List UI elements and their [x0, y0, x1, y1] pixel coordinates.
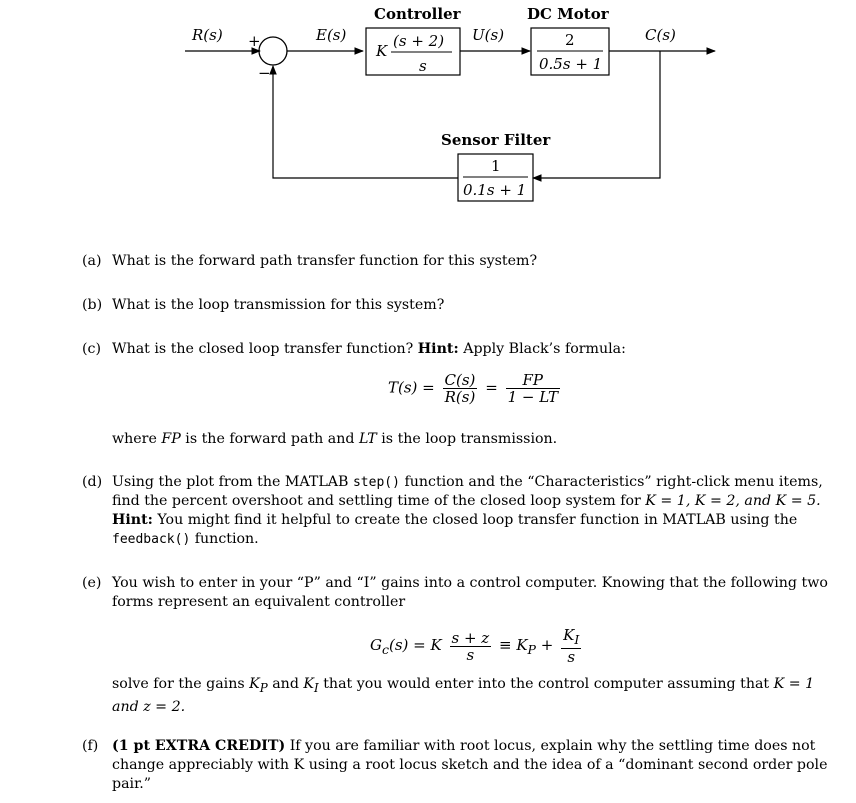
question-d-text-3: You might find it helpful to create the closed loop transfer function in MATLAB using the	[157, 512, 798, 528]
summing-junction	[259, 37, 287, 65]
question-a-text: What is the forward path transfer function for this system?	[112, 253, 538, 269]
eq-e-sub: c	[381, 642, 389, 657]
ki-symbol: K	[303, 676, 315, 692]
eq-c-den2: 1 − LT	[507, 388, 558, 406]
question-d	[82, 473, 828, 549]
question-b-text: What is the loop transmission for this system?	[112, 297, 445, 313]
eq-e-lhs: G	[370, 636, 382, 654]
controller-gain: K	[376, 42, 388, 60]
eq-e-num2: K	[563, 626, 575, 644]
eq-c-num2: FP	[506, 372, 560, 389]
controller-title: Controller	[374, 5, 461, 23]
question-d-text-2: function and the “Characteristics” right-click menu items, find the percent overshoot and settling time of the closed loop system for	[112, 474, 823, 509]
control-signal-label: U(s)	[472, 26, 505, 44]
question-f-label: (f)	[82, 738, 99, 754]
question-e-text-4: that you would enter into the control computer assuming that	[323, 676, 770, 692]
eq-e-kp-sub: P	[527, 642, 536, 657]
eq-e-ki-sub: I	[574, 632, 580, 647]
question-e-text-2: solve for the gains	[112, 676, 245, 692]
block-diagram	[0, 0, 856, 215]
ki-sub: I	[314, 680, 319, 695]
where-text-2: is the forward path and	[185, 431, 355, 447]
question-c-where	[82, 430, 828, 449]
eq-e-lhs-rest: (s) = K	[389, 636, 442, 654]
blacks-formula-equation	[388, 372, 563, 405]
kp-symbol: K	[249, 676, 260, 692]
question-c-hint-text: Apply Black’s formula:	[463, 341, 626, 357]
question-e	[82, 574, 828, 612]
question-c	[82, 340, 828, 359]
eq-e-den2: s	[567, 648, 576, 666]
question-e-text-1: You wish to enter in your “P” and “I” gains into a control computer. Knowing that the following two forms represent an equivalent controller	[112, 575, 828, 610]
feedback-function-code: feedback()	[112, 532, 191, 547]
sensor-title: Sensor Filter	[441, 131, 551, 149]
controller-equivalence-equation	[370, 627, 584, 665]
question-c-label: (c)	[82, 341, 102, 357]
extra-credit-label: (1 pt EXTRA CREDIT)	[112, 738, 286, 754]
question-f	[82, 737, 828, 794]
eq-c-fraction-1	[443, 372, 478, 405]
eq-e-den1: s	[466, 645, 475, 664]
question-d-text-4: function.	[194, 531, 259, 547]
kp-sub: P	[259, 680, 268, 695]
error-label: E(s)	[316, 26, 347, 44]
question-e-continued	[82, 675, 828, 717]
controller-numerator: (s + 2)	[393, 32, 445, 50]
question-d-hint-label: Hint:	[112, 512, 153, 528]
question-a-label: (a)	[82, 253, 102, 269]
motor-denominator: 0.5s + 1	[539, 55, 603, 73]
eq-c-den1: R(s)	[444, 388, 476, 406]
eq-c-lhs: T(s) =	[388, 378, 435, 397]
eq-c-num1: C(s)	[444, 371, 476, 389]
sensor-denominator: 0.1s + 1	[463, 181, 527, 199]
input-label: R(s)	[192, 26, 223, 44]
controller-denominator: s	[419, 57, 427, 75]
question-d-label: (d)	[82, 474, 103, 490]
question-e-text-3: and	[272, 676, 299, 692]
motor-numerator: 2	[565, 31, 575, 49]
eq-e-plus: +	[540, 636, 554, 654]
eq-e-equiv: ≡ K	[499, 636, 528, 654]
motor-title: DC Motor	[527, 5, 609, 23]
question-c-text: What is the closed loop transfer function?	[112, 341, 414, 357]
eq-c-equals: =	[485, 378, 498, 397]
question-a	[82, 252, 828, 271]
question-b	[82, 296, 828, 315]
eq-e-fraction-1	[450, 630, 492, 663]
eq-e-fraction-2	[561, 627, 581, 665]
question-e-condition: K = 1 and z = 2.	[112, 676, 815, 715]
output-label: C(s)	[645, 26, 676, 44]
eq-e-num1: s + z	[451, 628, 490, 647]
question-b-label: (b)	[82, 297, 103, 313]
question-d-text-1: Using the plot from the MATLAB	[112, 474, 349, 490]
eq-c-fraction-2	[506, 372, 560, 405]
where-fp: FP	[161, 431, 181, 447]
question-d-k-values: K = 1, K = 2, and K = 5.	[645, 493, 821, 509]
where-text-3: is the loop transmission.	[381, 431, 558, 447]
sensor-numerator: 1	[491, 157, 501, 175]
where-text-1: where	[112, 431, 157, 447]
question-c-hint-label: Hint:	[417, 341, 459, 357]
question-e-label: (e)	[82, 575, 102, 591]
feedback-return-line	[273, 66, 458, 178]
question-f-text: If you are familiar with root locus, explain why the settling time does not change appreciably with K using a root locus sketch and the idea of a “dominant second order pole pair.”	[112, 738, 828, 792]
step-function-code: step()	[352, 475, 400, 490]
where-lt: LT	[359, 431, 377, 447]
minus-sign: −	[258, 64, 271, 82]
plus-sign: +	[248, 32, 261, 50]
